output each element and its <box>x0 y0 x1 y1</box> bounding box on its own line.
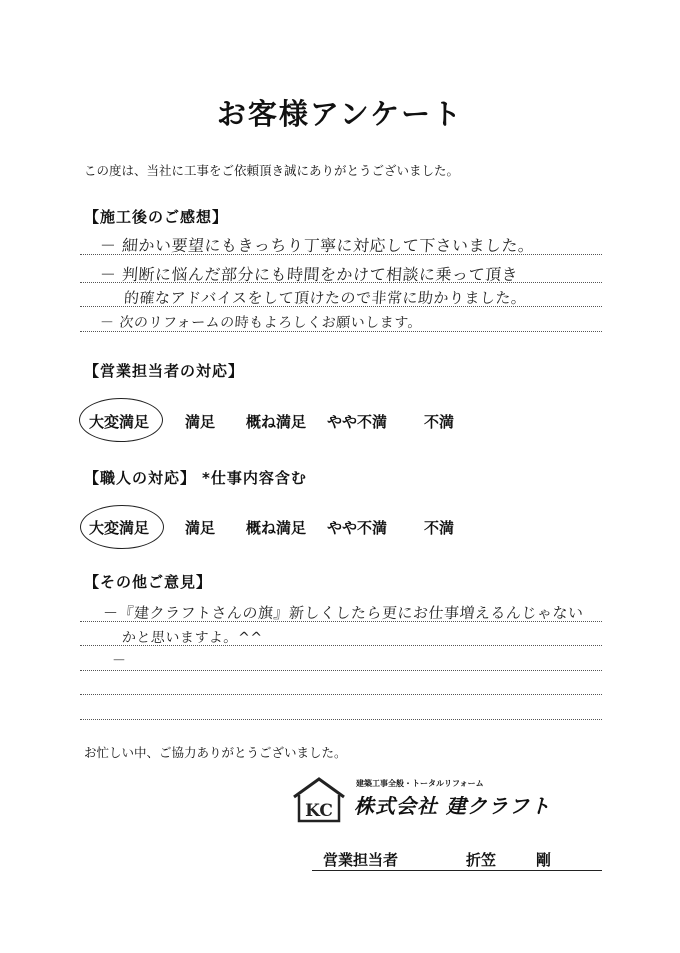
signature-label: 営業担当者 <box>323 851 399 869</box>
logo-company-name: 株式会社 建クラフト <box>354 794 551 818</box>
craftsman-heading <box>84 467 307 488</box>
sales-option-satisfied[interactable]: 満足 <box>185 413 216 431</box>
sales-option-somewhat-dissatisfied[interactable]: やや不満 <box>327 413 388 431</box>
craftsman-option-very-satisfied[interactable]: 大変満足 <box>89 519 150 537</box>
sales-option-mostly-satisfied[interactable]: 概ね満足 <box>246 413 307 431</box>
impression-line: 的確なアドバイスをして頂けたので非常に助かりました。 <box>123 289 528 307</box>
impressions-heading: 【施工後のご感想】 <box>84 208 229 226</box>
sales-heading: 【営業担当者の対応】 <box>84 362 245 380</box>
impression-line: － 細かい要望にもきっちり丁寧に対応して下さいました。 <box>99 236 536 255</box>
logo-tagline: 建築工事全般・トータルリフォーム <box>356 779 484 788</box>
craftsman-heading-note: *仕事内容含む <box>202 469 307 487</box>
signature-given-name: 剛 <box>536 851 552 869</box>
intro-text: この度は、当社に工事をご依頼頂き誠にありがとうございました。 <box>84 163 460 178</box>
craftsman-option-mostly-satisfied[interactable]: 概ね満足 <box>246 519 307 537</box>
house-icon <box>290 775 348 825</box>
closing-text: お忙しい中、ご協力ありがとうございました。 <box>84 745 347 760</box>
sales-option-very-satisfied[interactable]: 大変満足 <box>89 413 150 431</box>
craftsman-option-somewhat-dissatisfied[interactable]: やや不満 <box>327 519 388 537</box>
impression-line: － 次のリフォームの時もよろしくお願いします。 <box>99 315 423 331</box>
opinion-line: かと思いますよ。^^ <box>121 630 263 646</box>
company-logo <box>290 775 590 825</box>
opinion-line: － <box>111 653 127 669</box>
ruled-line <box>80 670 602 671</box>
ruled-line <box>80 694 602 695</box>
other-heading: 【その他ご意見】 <box>84 573 213 591</box>
page-title: お客様アンケート <box>216 97 464 131</box>
craftsman-option-satisfied[interactable]: 満足 <box>185 519 216 537</box>
opinion-line: －『建クラフトさんの旗』新しくしたら更にお仕事増えるんじゃない <box>102 604 585 622</box>
craftsman-heading-label: 【職人の対応】 <box>84 469 197 487</box>
logo-emblem: KC <box>305 801 333 821</box>
signature-family-name: 折笠 <box>466 851 497 869</box>
signature-line <box>312 870 602 871</box>
ruled-line <box>80 719 602 720</box>
sales-option-dissatisfied[interactable]: 不満 <box>424 413 455 431</box>
impression-line: － 判断に悩んだ部分にも時間をかけて相談に乗って頂き <box>99 265 519 284</box>
craftsman-option-dissatisfied[interactable]: 不満 <box>424 519 455 537</box>
